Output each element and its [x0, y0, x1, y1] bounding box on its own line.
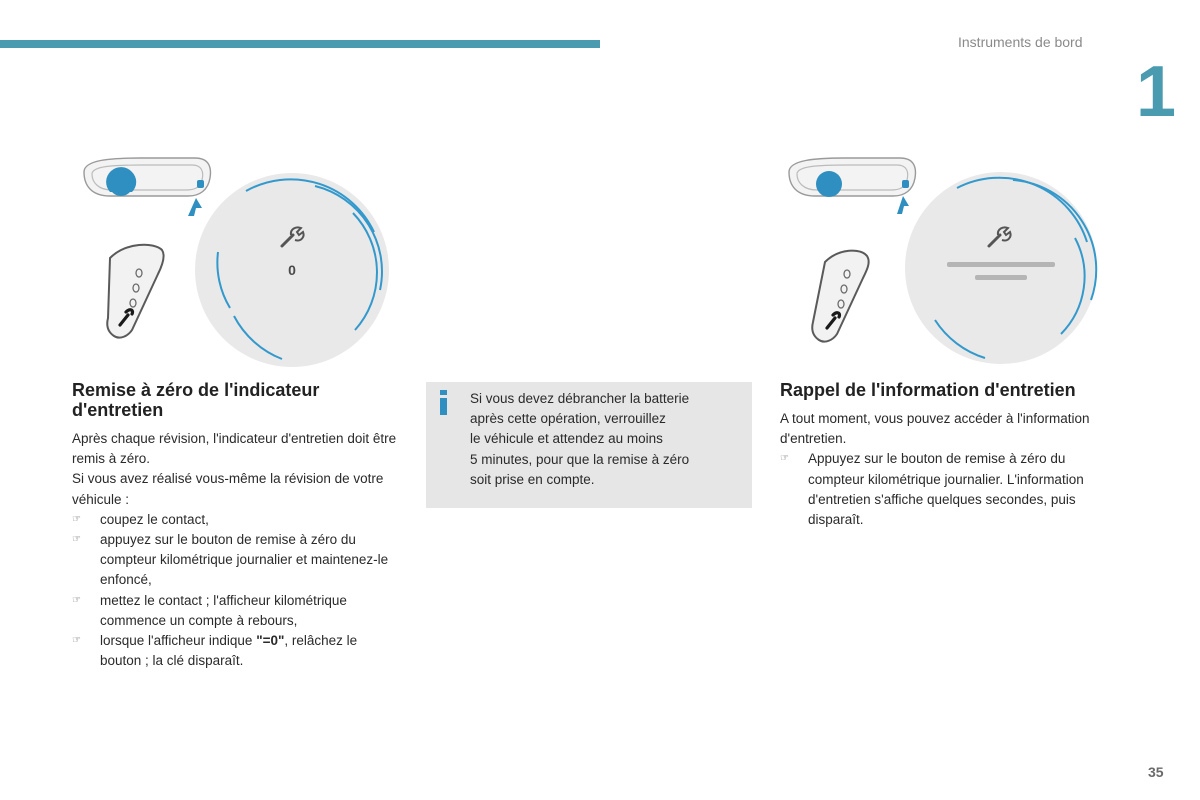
reminder-steps-list [780, 449, 1110, 530]
reminder-section [780, 380, 1110, 530]
reset-steps-list [72, 510, 402, 672]
reset-condition-paragraph: Si vous avez réalisé vous-même la révision de votre véhicule : [72, 471, 384, 507]
cluster-buttons-drawing [789, 158, 915, 214]
key-fob-drawing [812, 251, 868, 342]
list-item [72, 631, 402, 671]
chapter-number: 1 [1136, 52, 1177, 132]
pointing-hand-icon: ☞ [72, 635, 81, 647]
list-item [72, 510, 402, 530]
list-item [780, 449, 1110, 530]
cluster-buttons-drawing [84, 158, 210, 216]
list-item-text: coupez le contact, [100, 511, 209, 527]
page-number: 35 [1148, 764, 1164, 780]
list-item-text: appuyez sur le bouton de remise à zéro du compteur kilométrique journalier et maintenez-le enfoncé, [100, 532, 389, 588]
reset-illustration [70, 150, 400, 370]
info-note-box [426, 382, 752, 508]
info-note-text: Si vous devez débrancher la batterie après cette opération, verrouillez le véhicule et attendez au moins 5 minutes, pour que la remise à zéro soit prise en compte. [470, 391, 690, 487]
instrument-cluster-drawing [70, 150, 400, 370]
list-item-text-start: lorsque l'afficheur indique [100, 633, 257, 649]
list-item [72, 591, 402, 631]
dial-display-drawing [905, 172, 1097, 364]
pointing-hand-icon: ☞ [72, 594, 81, 606]
header-accent-bar [0, 40, 600, 48]
pointing-hand-icon: ☞ [72, 534, 81, 546]
reminder-intro-paragraph: A tout moment, vous pouvez accéder à l'information d'entretien. [780, 411, 1090, 447]
pointing-hand-icon: ☞ [780, 453, 789, 465]
dial-counter-value: 0 [288, 262, 296, 278]
list-item-text: mettez le contact ; l'afficheur kilométrique commence un compte à rebours, [100, 592, 347, 628]
reminder-illustration [775, 150, 1115, 370]
display-code-text: "=0" [256, 633, 285, 649]
reset-section [72, 380, 402, 671]
pointing-hand-icon: ☞ [72, 513, 81, 525]
section-title: Instruments de bord [958, 34, 1083, 50]
key-fob-drawing [107, 245, 163, 338]
list-item [72, 530, 402, 591]
reset-intro-paragraph: Après chaque révision, l'indicateur d'entretien doit être remis à zéro. [72, 431, 397, 467]
instrument-cluster-drawing [775, 150, 1115, 370]
reset-section-title: Remise à zéro de l'indicateur d'entretien [72, 380, 320, 420]
list-item-text: Appuyez sur le bouton de remise à zéro du compteur kilométrique journalier. L'information d'entretien s'affiche quelques secondes, puis disparaît. [808, 451, 1084, 528]
info-icon [438, 390, 452, 418]
list-item-text-end: , relâchez le bouton ; la clé disparaît. [100, 633, 358, 669]
reminder-section-title: Rappel de l'information d'entretien [780, 380, 1076, 400]
